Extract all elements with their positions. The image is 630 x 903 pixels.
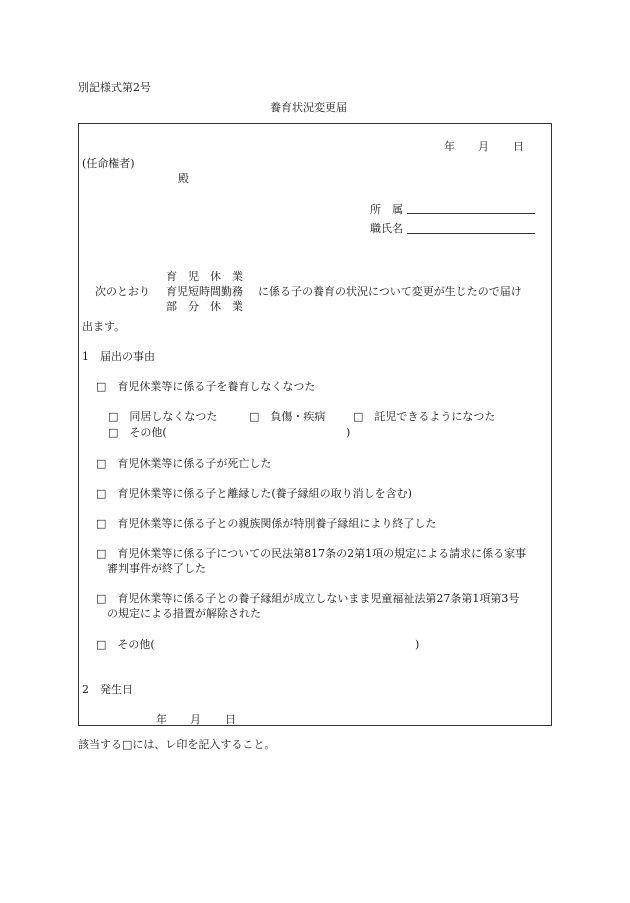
reason-measure-lifted[interactable]: □ 育児休業等に係る子との養子縁組が成立しないまま児童福祉法第27条第1項第3号: [96, 592, 520, 605]
intro-continuation: 出ます。: [82, 320, 126, 333]
reason-other-close: ): [415, 638, 420, 651]
page-title: 養育状況変更届: [270, 101, 347, 114]
sub-reason-other[interactable]: □ その他(: [108, 426, 167, 439]
reason-dissolved-adoption[interactable]: □ 育児休業等に係る子と離縁した(養子縁組の取り消しを含む): [96, 487, 412, 500]
sub-reason-childcare-available[interactable]: □ 託児できるようになつた: [353, 410, 496, 423]
leave-type-childcare-leave: 育 児 休 業: [166, 270, 243, 283]
leave-type-partial-leave: 部 分 休 業: [166, 300, 243, 313]
occurrence-year: 年: [156, 713, 167, 726]
date-year: 年: [444, 140, 455, 153]
occurrence-day: 日: [225, 713, 236, 726]
appointer-label: (任命権者): [82, 157, 135, 170]
honorific: 殿: [178, 172, 189, 185]
sub-reason-other-close: ): [346, 426, 351, 439]
intro-text: に係る子の養育の状況について変更が生じたので届け: [258, 285, 522, 298]
name-field[interactable]: [407, 233, 535, 234]
date-day: 日: [513, 140, 524, 153]
reason-family-court-case-cont: 審判事件が終了した: [107, 562, 206, 575]
section2-title: 2 発生日: [82, 683, 133, 696]
date-month: 月: [478, 140, 489, 153]
reason-special-adoption[interactable]: □ 育児休業等に係る子との親族関係が特別養子縁組により終了した: [96, 517, 437, 530]
sub-reason-not-cohabiting[interactable]: □ 同居しなくなつた: [108, 410, 218, 423]
occurrence-month: 月: [190, 713, 201, 726]
form-number: 別記様式第2号: [78, 81, 151, 94]
reason-other[interactable]: □ その他(: [96, 638, 155, 651]
affiliation-field[interactable]: [407, 213, 535, 214]
reason-not-rearing[interactable]: □ 育児休業等に係る子を養育しなくなつた: [96, 380, 316, 393]
name-label: 職氏名: [370, 222, 403, 235]
footnote: 該当する□には、レ印を記入すること。: [78, 738, 276, 751]
intro-lead: 次のとおり: [95, 285, 150, 298]
section1-title: 1 届出の事由: [82, 350, 155, 363]
reason-measure-lifted-cont: の規定による措置が解除された: [107, 607, 261, 620]
sub-reason-injury-illness[interactable]: □ 負傷・疾病: [249, 410, 326, 423]
reason-child-died[interactable]: □ 育児休業等に係る子が死亡した: [96, 457, 272, 470]
leave-type-short-hours: 育児短時間勤務: [166, 285, 243, 298]
affiliation-label: 所 属: [370, 203, 403, 216]
reason-family-court-case[interactable]: □ 育児休業等に係る子についての民法第817条の2第1項の規定による請求に係る家事: [96, 547, 527, 560]
